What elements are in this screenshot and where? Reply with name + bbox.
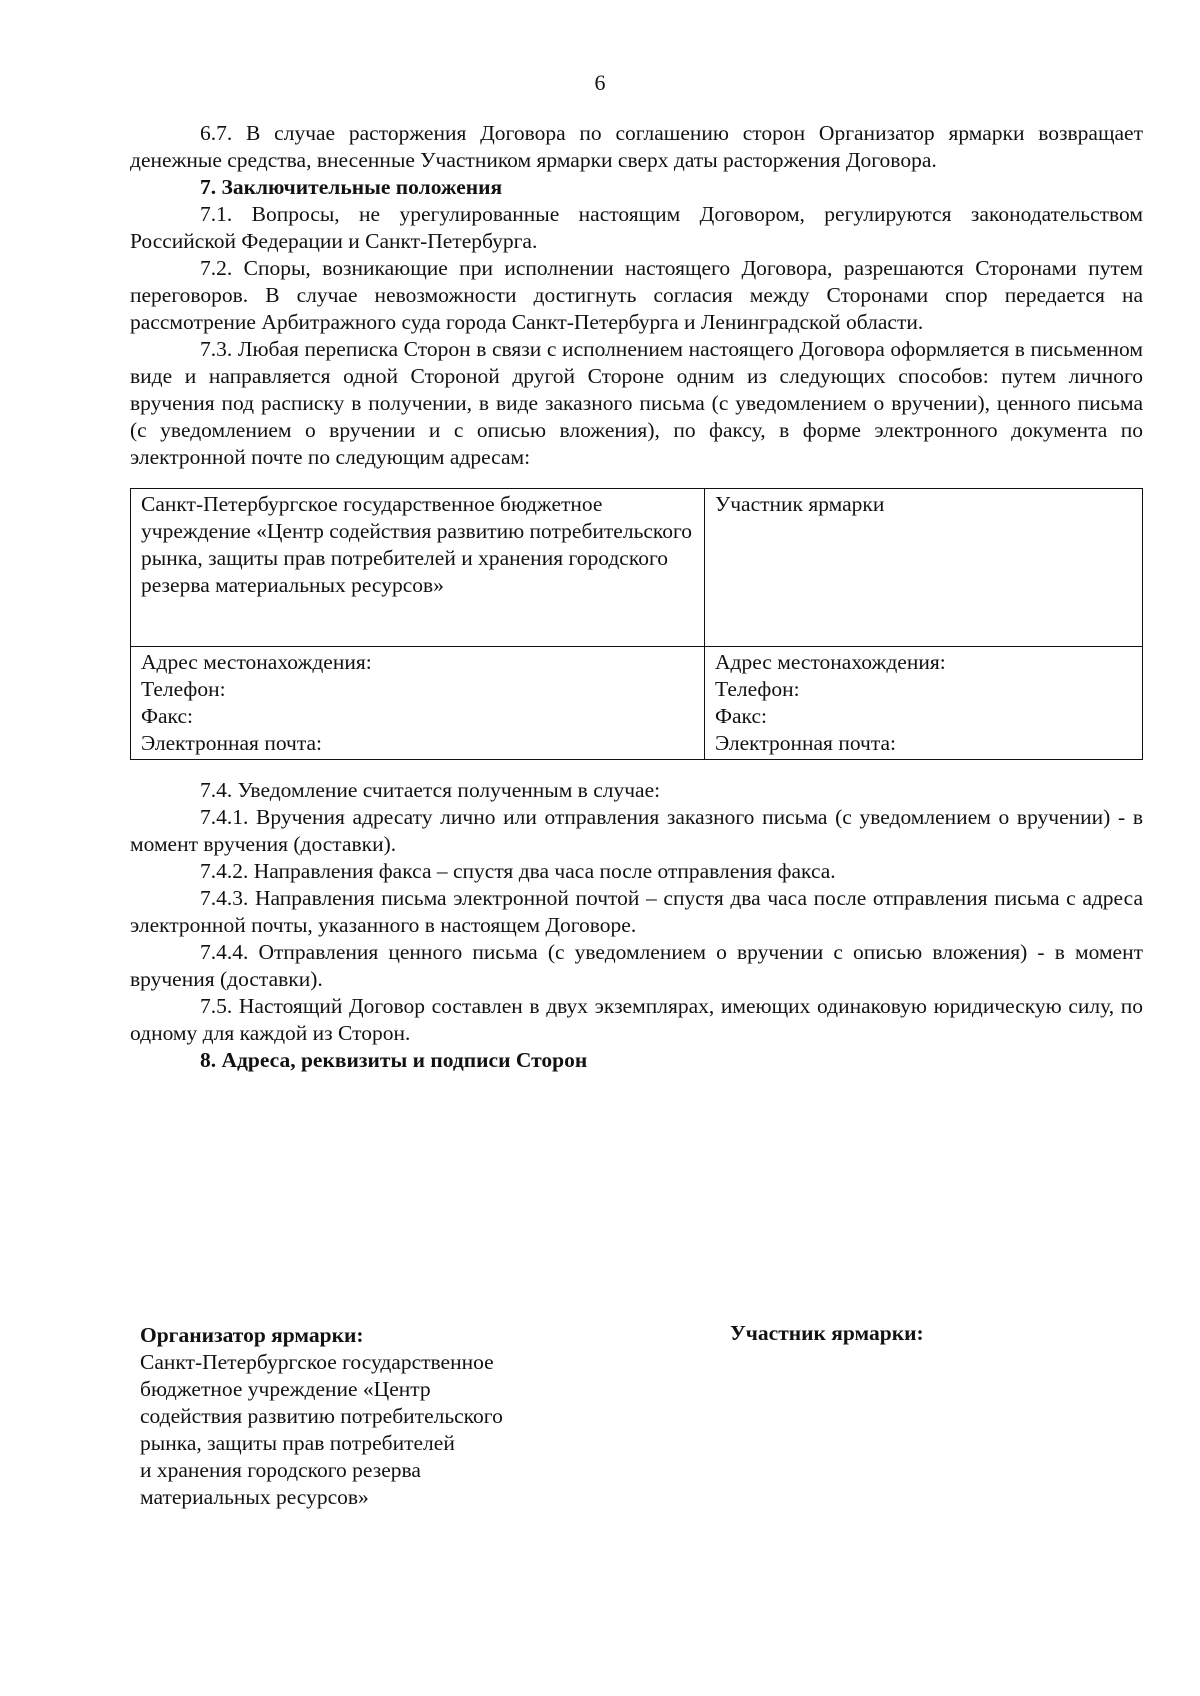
table-row bbox=[131, 647, 1143, 760]
paragraph-7-4-4: 7.4.4. Отправления ценного письма (с уведомлением о вручении с описью вложения) - в момент вручения (доставки). bbox=[130, 940, 1143, 991]
organizer-line: Санкт-Петербургское государственное bbox=[140, 1350, 494, 1374]
organizer-line: и хранения городского резерва bbox=[140, 1458, 421, 1482]
organizer-name-cell: Санкт-Петербургское государственное бюджетное учреждение «Центр содействия развитию потребительского рынка, защиты прав потребителей и хранения городского резерва материальных ресурсов» bbox=[131, 489, 705, 647]
organizer-line: рынка, защиты прав потребителей bbox=[140, 1431, 455, 1455]
organizer-title: Организатор ярмарки: bbox=[140, 1323, 364, 1347]
organizer-signature-block bbox=[140, 1322, 570, 1511]
addresses-table bbox=[130, 488, 1143, 760]
organizer-line: бюджетное учреждение «Центр bbox=[140, 1377, 431, 1401]
paragraph-7-4-1: 7.4.1. Вручения адресату лично или отправления заказного письма (с уведомлением о вручении) - в момент вручения (доставки). bbox=[130, 805, 1143, 856]
fax-label: Факс: bbox=[141, 704, 193, 728]
paragraph-7-4: 7.4. Уведомление считается полученным в случае: bbox=[200, 778, 661, 802]
organizer-line: материальных ресурсов» bbox=[140, 1485, 369, 1509]
participant-name-cell: Участник ярмарки bbox=[705, 489, 1143, 647]
paragraph-7-1: 7.1. Вопросы, не урегулированные настоящим Договором, регулируются законодательством Российской Федерации и Санкт-Петербурга. bbox=[130, 202, 1143, 253]
paragraph-7-3: 7.3. Любая переписка Сторон в связи с исполнением настоящего Договора оформляется в письменном виде и направляется одной Стороной другой Стороне одним из следующих способов: путем личного вручения под расписку в получении, в виде заказного письма (с уведомлением о вручении), ценного письма (с уведомлением о вручении и с описью вложения), по факсу, в форме электронного документа по электронной почте по следующим адресам: bbox=[130, 337, 1143, 469]
paragraph-6-7: 6.7. В случае расторжения Договора по соглашению сторон Организатор ярмарки возвращает денежные средства, внесенные Участником ярмарки сверх даты расторжения Договора. bbox=[130, 121, 1143, 172]
email-label: Электронная почта: bbox=[715, 731, 897, 755]
phone-label: Телефон: bbox=[715, 677, 800, 701]
organizer-line: содействия развитию потребительского bbox=[140, 1404, 503, 1428]
paragraph-7-5: 7.5. Настоящий Договор составлен в двух экземплярах, имеющих одинаковую юридическую силу, по одному для каждой из Сторон. bbox=[130, 994, 1143, 1045]
table-row bbox=[131, 489, 1143, 647]
participant-title: Участник ярмарки: bbox=[730, 1321, 924, 1345]
address-label: Адрес местонахождения: bbox=[141, 650, 372, 674]
paragraph-7-4-2: 7.4.2. Направления факса – спустя два часа после отправления факса. bbox=[200, 859, 836, 883]
address-label: Адрес местонахождения: bbox=[715, 650, 946, 674]
phone-label: Телефон: bbox=[141, 677, 226, 701]
paragraph-7-4-3: 7.4.3. Направления письма электронной почтой – спустя два часа после отправления письма с адреса электронной почты, указанного в настоящем Договоре. bbox=[130, 886, 1143, 937]
email-label: Электронная почта: bbox=[141, 731, 323, 755]
section-8-heading: 8. Адреса, реквизиты и подписи Сторон bbox=[200, 1048, 588, 1072]
section-7-heading: 7. Заключительные положения bbox=[200, 175, 503, 199]
paragraph-7-2: 7.2. Споры, возникающие при исполнении настоящего Договора, разрешаются Сторонами путем переговоров. В случае невозможности достигнуть согласия между Сторонами спор передается на рассмотрение Арбитражного суда города Санкт-Петербурга и Ленинградской области. bbox=[130, 256, 1143, 334]
organizer-contacts-cell bbox=[131, 647, 705, 760]
page-number: 6 bbox=[594, 70, 606, 95]
participant-signature-block bbox=[730, 1320, 1130, 1347]
fax-label: Факс: bbox=[715, 704, 767, 728]
document-body bbox=[130, 120, 1143, 1074]
participant-contacts-cell bbox=[705, 647, 1143, 760]
